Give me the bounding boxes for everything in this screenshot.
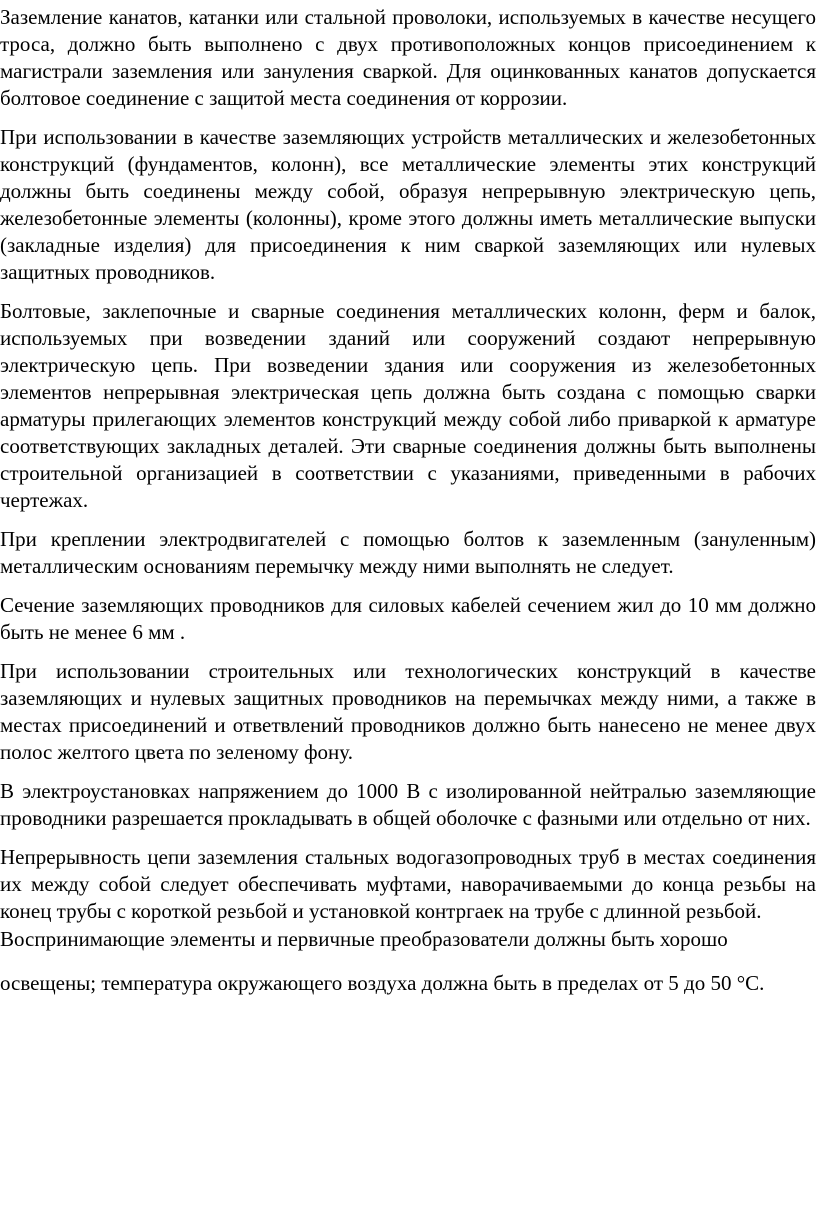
paragraph-conductor-section: Сечение заземляющих проводников для силовых кабелей сечением жил до 10 мм должно быть не менее 6 мм .: [0, 593, 816, 644]
paragraph-motor-mounting: При креплении электродвигателей с помощью болтов к заземленным (зануленным) металлическим основаниям перемычку между ними выполнять не следует.: [0, 527, 816, 578]
document-page: [0, 4, 816, 1017]
paragraph-bolted-welded-joints: Болтовые, заклепочные и сварные соединения металлических колонн, ферм и балок, используемых при возведении зданий или сооружений создают непрерывную электрическую цепь. При возведении здания или сооружения из железобетонных элементов непрерывная электрическая цепь должна быть создана с помощью сварки арматуры прилегающих элементов конструкций между собой либо приваркой к арматуре соответствующих закладных деталей. Эти сварные соединения должны быть выполнены строительной организацией в соответствии с указаниями, приведенными в рабочих чертежах.: [0, 299, 816, 512]
paragraph-rope-grounding: Заземление канатов, катанки или стальной проволоки, используемых в качестве несущего троса, должно быть выполнено с двух противоположных концов присоединением к магистрали заземления или зануления сваркой. Для оцинкованных канатов допускается болтовое соединение с защитой места соединения от коррозии.: [0, 5, 816, 110]
paragraph-color-marking: При использовании строительных или технологических конструкций в качестве заземляющих и нулевых защитных проводников на перемычках между ними, а также в местах присоединений и ответвлений проводников должно быть нанесено не менее двух полос желтого цвета по зеленому фону.: [0, 659, 816, 764]
paragraph-isolated-neutral: В электроустановках напряжением до 1000 В с изолированной нейтралью заземляющие проводники разрешается прокладывать в общей оболочке с фазными или отдельно от них.: [0, 779, 816, 830]
paragraph-pipe-continuity: Непрерывность цепи заземления стальных водогазопроводных труб в местах соединения их между собой следует обеспечивать муфтами, наворачиваемыми до конца резьбы на конец трубы с короткой резьбой и установкой контргаек на трубе с длинной резьбой.: [0, 845, 816, 923]
paragraph-sensor-conditions: Воспринимающие элементы и первичные преобразователи должны быть хорошо освещены; температура окружающего воздуха должна быть в пределах от 5 до 50 °С.: [0, 927, 765, 995]
paragraph-metal-structures: При использовании в качестве заземляющих устройств металлических и железобетонных конструкций (фундаментов, колонн), все металлические элементы этих конструкций должны быть соединены между собой, образуя непрерывную электрическую цепь, железобетонные элементы (колонны), кроме этого должны иметь металлические выпуски (закладные изделия) для присоединения к ним сваркой заземляющих или нулевых защитных проводников.: [0, 125, 816, 284]
